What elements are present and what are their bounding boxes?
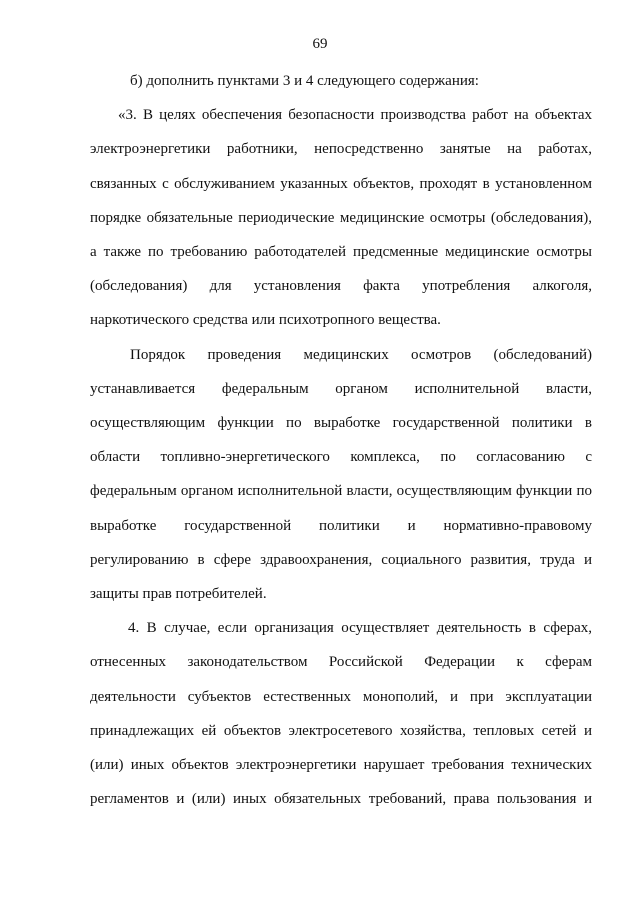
text-line: области топливно-энергетического комплекса, по согласованию с <box>90 449 592 466</box>
text-line: связанных с обслуживанием указанных объектов, проходят в установленном <box>90 175 592 192</box>
text-line: электроэнергетики работники, непосредственно занятые на работах, <box>90 141 592 158</box>
text-line: деятельности субъектов естественных монополий, и при эксплуатации <box>90 688 592 705</box>
text-line: защиты прав потребителей. <box>90 586 267 603</box>
text-line-clause-4-start: 4. В случае, если организация осуществляет деятельность в сферах, <box>128 620 592 637</box>
text-line: (обследования) для установления факта употребления алкоголя, <box>90 278 592 295</box>
page-number: 69 <box>312 36 328 52</box>
text-line-clause-3-start: «3. В целях обеспечения безопасности производства работ на объектах <box>118 107 592 124</box>
document-body <box>90 64 592 816</box>
text-line: регламентов и (или) иных обязательных требований, права пользования и <box>90 791 592 808</box>
text-line: устанавливается федеральным органом исполнительной власти, <box>90 380 592 397</box>
text-line-paragraph-start: Порядок проведения медицинских осмотров (обследований) <box>130 346 592 363</box>
text-line: выработке государственной политики и нормативно-правовому <box>90 517 592 534</box>
text-line: порядке обязательные периодические медицинские осмотры (обследования), <box>90 209 592 226</box>
text-line: федеральным органом исполнительной власти, осуществляющим функции по <box>90 483 592 500</box>
text-line: а также по требованию работодателей предсменные медицинские осмотры <box>90 244 592 261</box>
text-line: наркотического средства или психотропного вещества. <box>90 312 441 329</box>
text-line: регулированию в сфере здравоохранения, социального развития, труда и <box>90 551 592 568</box>
text-line: (или) иных объектов электроэнергетики нарушает требования технических <box>90 757 592 774</box>
text-line-amendment-intro: б) дополнить пунктами 3 и 4 следующего содержания: <box>130 73 479 89</box>
text-line: отнесенных законодательством Российской Федерации к сферам <box>90 654 592 671</box>
text-line: принадлежащих ей объектов электросетевого хозяйства, тепловых сетей и <box>90 722 592 739</box>
text-line: осуществляющим функции по выработке государственной политики в <box>90 415 592 432</box>
